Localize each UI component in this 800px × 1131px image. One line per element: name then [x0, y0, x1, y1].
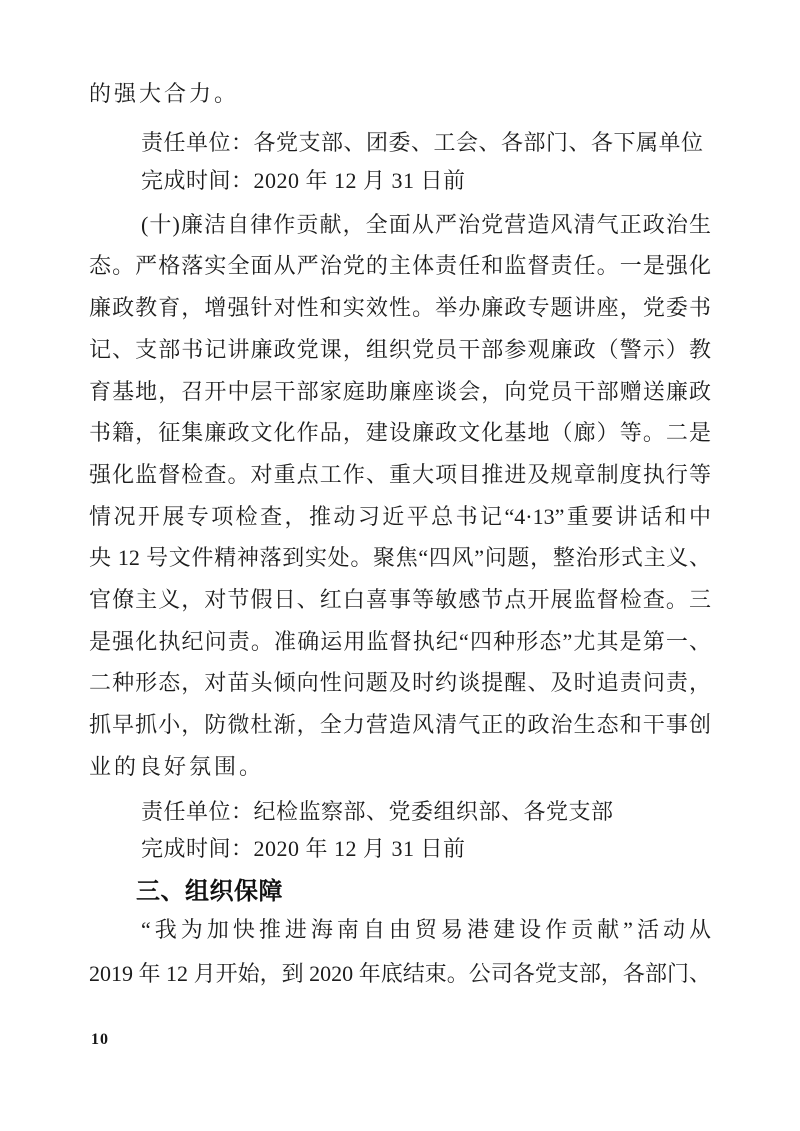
text-line: 官僚主义，对节假日、红白喜事等敏感节点开展监督检查。三 [89, 587, 711, 613]
text-line: 廉政教育，增强针对性和实效性。举办廉政专题讲座，党委书 [89, 295, 711, 321]
text-line: 抓早抓小，防微杜渐，全力营造风清气正的政治生态和干事创 [89, 712, 711, 738]
content-area [89, 73, 711, 996]
completion-time-line: 完成时间：2020 年 12 月 31 日前 [141, 835, 466, 861]
text-line: “我为加快推进海南自由贸易港建设作贡献”活动从 [141, 916, 711, 942]
text-line: 2019 年 12 月开始，到 2020 年底结束。公司各党支部，各部门、 [89, 960, 711, 986]
paragraph-clean-governance [89, 204, 711, 788]
page-number: 10 [91, 1031, 109, 1048]
text-line: 书籍，征集廉政文化作品，建设廉政文化基地（廊）等。二是 [89, 420, 711, 446]
text-line: 二种形态，对苗头倾向性问题及时约谈提醒、及时追责问责， [89, 670, 711, 696]
paragraph-continuation-line: 的强大合力。 [89, 81, 240, 106]
text-line: 态。严格落实全面从严治党的主体责任和监督责任。一是强化 [89, 253, 711, 279]
text-line: 育基地，召开中层干部家庭助廉座谈会，向党员干部赠送廉政 [89, 378, 711, 404]
text-line: 情况开展专项检查，推动习近平总书记“4·13”重要讲话和中 [89, 503, 711, 529]
responsibility-block-1 [141, 124, 711, 200]
text-line: 是强化执纪问责。准确运用监督执纪“四种形态”尤其是第一、 [89, 628, 712, 654]
responsible-unit-line: 责任单位：各党支部、团委、工会、各部门、各下属单位 [141, 129, 704, 155]
responsibility-block-2 [141, 793, 711, 867]
section-heading-organization-safeguard: 三、组织保障 [136, 877, 283, 905]
text-line: 业的良好氛围。 [89, 753, 265, 779]
completion-time-line: 完成时间：2020 年 12 月 31 日前 [141, 167, 466, 193]
text-line: (十)廉洁自律作贡献，全面从严治党营造风清气正政治生 [141, 211, 711, 237]
paragraph-activity-timeline [89, 908, 711, 996]
text-line: 央 12 号文件精神落到实处。聚焦“四风”问题，整治形式主义、 [89, 545, 711, 571]
text-line: 记、支部书记讲廉政党课，组织党员干部参观廉政（警示）教 [89, 336, 711, 362]
responsible-unit-line: 责任单位：纪检监察部、党委组织部、各党支部 [141, 798, 614, 824]
text-line: 强化监督检查。对重点工作、重大项目推进及规章制度执行等 [89, 461, 711, 487]
